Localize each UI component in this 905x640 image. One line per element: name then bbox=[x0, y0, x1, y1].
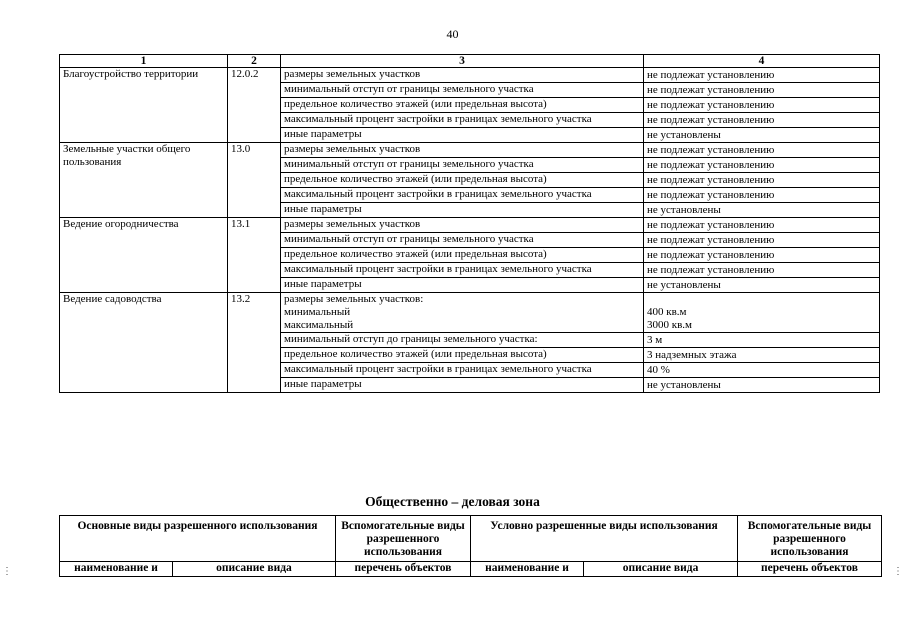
scan-edge-mark: ⋮ bbox=[2, 566, 12, 577]
land-use-code: 13.1 bbox=[228, 218, 281, 293]
parameter-value: не установлены bbox=[644, 203, 880, 218]
parameter-name: предельное количество этажей (или предельная высота) bbox=[281, 248, 644, 263]
parameter-name: минимальный отступ до границы земельного участка: bbox=[281, 333, 644, 348]
parameter-name: максимальный процент застройки в границах земельного участка bbox=[281, 363, 644, 378]
land-use-code: 13.2 bbox=[228, 293, 281, 393]
zone-subheader: описание вида bbox=[584, 562, 738, 577]
parameter-name: размеры земельных участков bbox=[281, 143, 644, 158]
zone-table bbox=[59, 515, 882, 577]
land-use-code: 13.0 bbox=[228, 143, 281, 218]
zone-subheader-row bbox=[60, 562, 882, 577]
parameter-name: минимальный отступ от границы земельного участка bbox=[281, 158, 644, 173]
zone-header-aux: Вспомогательные виды разрешенного использования bbox=[336, 516, 471, 562]
parameter-name: размеры земельных участков: минимальный максимальный bbox=[281, 293, 644, 333]
parameter-name: иные параметры bbox=[281, 203, 644, 218]
table-row bbox=[60, 293, 880, 333]
zone-header-aux: Вспомогательные виды разрешенного использования bbox=[738, 516, 882, 562]
parameter-value: 3 м bbox=[644, 333, 880, 348]
parameter-name: минимальный отступ от границы земельного участка bbox=[281, 83, 644, 98]
parameter-value: не подлежат установлению bbox=[644, 98, 880, 113]
parameter-name: иные параметры bbox=[281, 278, 644, 293]
zone-subheader: перечень объектов bbox=[336, 562, 471, 577]
scan-edge-mark: ⋮ bbox=[893, 566, 903, 577]
zone-subheader: перечень объектов bbox=[738, 562, 882, 577]
parameter-value: не подлежат установлению bbox=[644, 173, 880, 188]
zone-subheader: наименование и bbox=[471, 562, 584, 577]
parameter-value: не установлены bbox=[644, 378, 880, 393]
parameter-name: размеры земельных участков bbox=[281, 68, 644, 83]
parameter-value: не подлежат установлению bbox=[644, 263, 880, 278]
zone-header-row bbox=[60, 516, 882, 562]
parameter-value: не подлежат установлению bbox=[644, 83, 880, 98]
parameter-value: не установлены bbox=[644, 278, 880, 293]
section-title: Общественно – деловая зона bbox=[365, 494, 540, 509]
parameter-name: размеры земельных участков bbox=[281, 218, 644, 233]
parameter-value: не установлены bbox=[644, 128, 880, 143]
parameter-value: не подлежат установлению bbox=[644, 143, 880, 158]
zone-header-conditional: Условно разрешенные виды использования bbox=[471, 516, 738, 562]
parameter-name: максимальный процент застройки в границах земельного участка bbox=[281, 113, 644, 128]
parameter-value: 40 % bbox=[644, 363, 880, 378]
parameter-name: минимальный отступ от границы земельного участка bbox=[281, 233, 644, 248]
parameters-table bbox=[59, 54, 880, 393]
table-header-row bbox=[60, 55, 880, 68]
parameter-value: не подлежат установлению bbox=[644, 113, 880, 128]
land-use-name: Ведение садоводства bbox=[60, 293, 228, 393]
zone-subheader: описание вида bbox=[173, 562, 336, 577]
land-use-code: 12.0.2 bbox=[228, 68, 281, 143]
parameter-name: предельное количество этажей (или предельная высота) bbox=[281, 173, 644, 188]
column-header: 2 bbox=[228, 55, 281, 68]
parameter-value: не подлежат установлению bbox=[644, 248, 880, 263]
parameter-name: максимальный процент застройки в границах земельного участка bbox=[281, 188, 644, 203]
land-use-name: Ведение огородничества bbox=[60, 218, 228, 293]
parameter-name: предельное количество этажей (или предельная высота) bbox=[281, 348, 644, 363]
parameter-name: иные параметры bbox=[281, 378, 644, 393]
table-body bbox=[60, 68, 880, 393]
column-header: 4 bbox=[644, 55, 880, 68]
land-use-name: Земельные участки общего пользования bbox=[60, 143, 228, 218]
parameter-value: не подлежат установлению bbox=[644, 188, 880, 203]
parameter-value: не подлежат установлению bbox=[644, 68, 880, 83]
parameter-value: не подлежат установлению bbox=[644, 218, 880, 233]
land-use-name: Благоустройство территории bbox=[60, 68, 228, 143]
table-row bbox=[60, 218, 880, 233]
parameter-value: не подлежат установлению bbox=[644, 233, 880, 248]
parameter-name: максимальный процент застройки в границах земельного участка bbox=[281, 263, 644, 278]
table-row bbox=[60, 68, 880, 83]
parameter-name: предельное количество этажей (или предельная высота) bbox=[281, 98, 644, 113]
table-row bbox=[60, 143, 880, 158]
column-header: 3 bbox=[281, 55, 644, 68]
parameter-value: не подлежат установлению bbox=[644, 158, 880, 173]
zone-header-main: Основные виды разрешенного использования bbox=[60, 516, 336, 562]
column-header: 1 bbox=[60, 55, 228, 68]
parameter-value: 3 надземных этажа bbox=[644, 348, 880, 363]
parameter-value: 400 кв.м 3000 кв.м bbox=[644, 293, 880, 333]
zone-subheader: наименование и bbox=[60, 562, 173, 577]
page-number: 40 bbox=[446, 27, 459, 41]
parameter-name: иные параметры bbox=[281, 128, 644, 143]
